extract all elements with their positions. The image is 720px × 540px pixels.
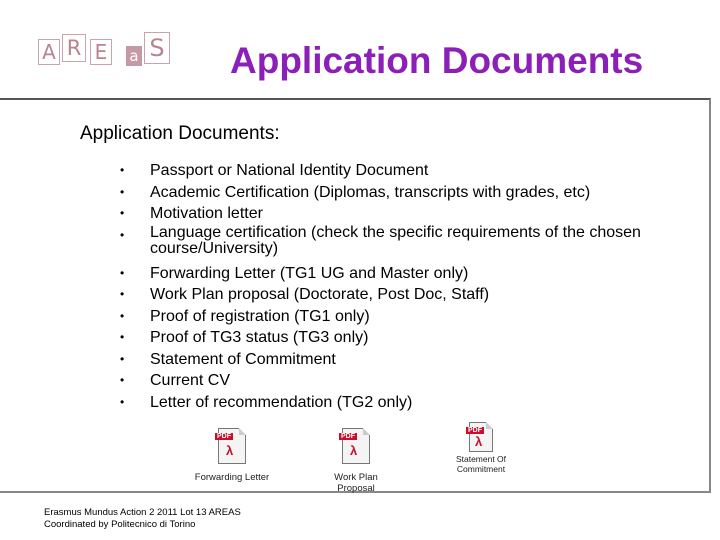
document-list bbox=[108, 160, 708, 413]
bullet-icon: • bbox=[120, 351, 125, 366]
section-heading: Application Documents: bbox=[80, 123, 280, 144]
attachment-label: Work Plan Proposal bbox=[334, 472, 378, 494]
footer-line-2: Coordinated by Politecnico di Torino bbox=[44, 519, 196, 530]
bullet-icon: • bbox=[120, 394, 125, 409]
list-item: • Motivation letter bbox=[108, 203, 708, 225]
list-item: • Letter of recommendation (TG2 only) bbox=[108, 392, 708, 414]
areas-logo bbox=[38, 30, 173, 70]
bullet-icon: • bbox=[120, 206, 125, 220]
bullet-icon: • bbox=[120, 287, 125, 301]
pdf-icon[interactable]: PDF λ bbox=[342, 428, 370, 464]
logo-letter-a: A bbox=[38, 39, 60, 65]
bullet-icon: • bbox=[120, 308, 125, 323]
list-item: • Work Plan proposal (Doctorate, Post Doc, Staff) bbox=[108, 284, 708, 306]
list-item: • Current CV bbox=[108, 370, 708, 392]
attachment-label: Statement Of Commitment bbox=[455, 454, 507, 474]
logo-letter-r: R bbox=[62, 34, 86, 62]
bullet-icon: • bbox=[120, 373, 125, 387]
logo-letter-a-small: a bbox=[126, 46, 142, 66]
bullet-icon: • bbox=[120, 184, 125, 199]
footer-line-1: Erasmus Mundus Action 2 2011 Lot 13 AREAS bbox=[44, 507, 241, 518]
list-item: • Proof of registration (TG1 only) bbox=[108, 306, 708, 328]
attachment-label: Forwarding Letter bbox=[194, 472, 270, 483]
work-plan-attachment[interactable] bbox=[316, 428, 396, 494]
page-title: Application Documents bbox=[230, 40, 644, 81]
pdf-icon[interactable]: PDF λ bbox=[469, 422, 493, 452]
statement-of-commitment-attachment[interactable] bbox=[448, 422, 514, 474]
bullet-icon: • bbox=[120, 265, 125, 280]
logo-letter-s: S bbox=[144, 32, 170, 64]
list-item: • Proof of TG3 status (TG3 only) bbox=[108, 327, 708, 349]
list-item: • Language certification (check the specific requirements of the chosen course/University) bbox=[120, 223, 641, 257]
list-item: • Passport or National Identity Document bbox=[108, 160, 708, 182]
pdf-icon[interactable]: PDF λ bbox=[218, 428, 246, 464]
bullet-icon: • bbox=[120, 227, 125, 242]
logo-letter-e: E bbox=[90, 39, 112, 65]
footer bbox=[44, 507, 241, 531]
list-item: • Academic Certification (Diplomas, transcripts with grades, etc) bbox=[108, 182, 708, 204]
list-item: • Forwarding Letter (TG1 UG and Master only) bbox=[108, 263, 708, 285]
bullet-icon: • bbox=[120, 163, 125, 177]
forwarding-letter-attachment[interactable] bbox=[192, 428, 272, 483]
list-item: • Statement of Commitment bbox=[108, 349, 708, 371]
bullet-icon: • bbox=[120, 330, 125, 344]
